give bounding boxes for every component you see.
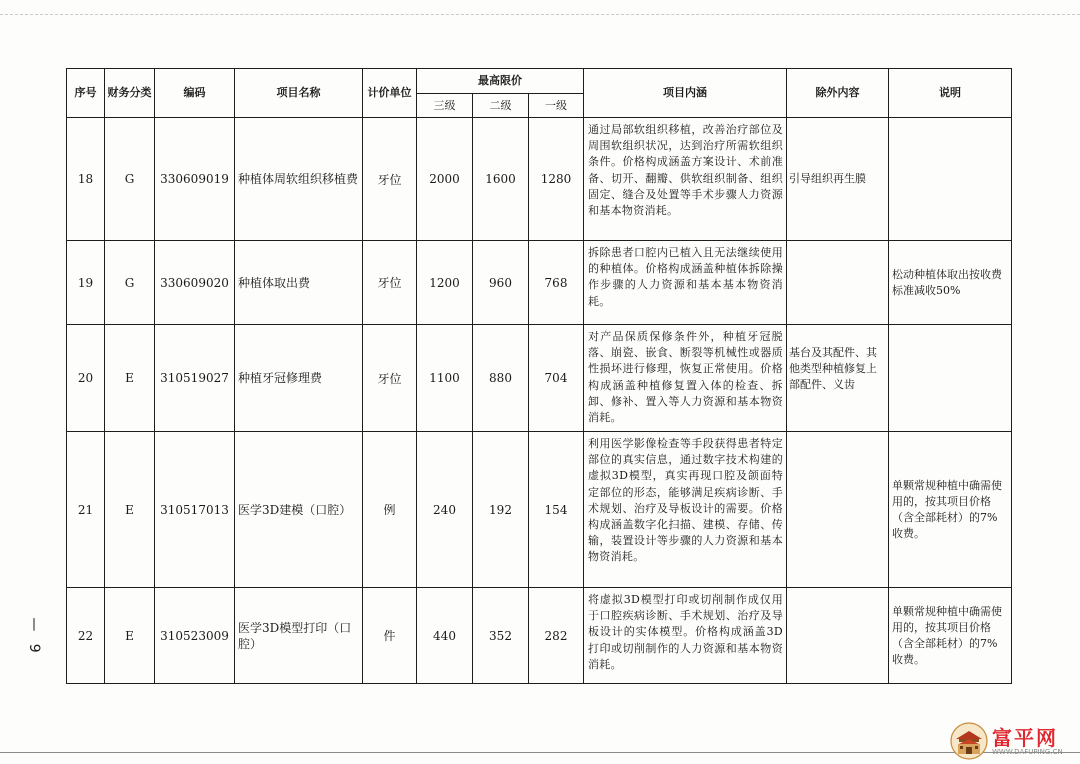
cell-exclusions: [787, 432, 889, 588]
header-category: 财务分类: [105, 69, 155, 118]
cell-notes: 单颗常规种植中确需使用的，按其项目价格（含全部耗材）的7%收费。: [889, 588, 1012, 684]
header-row: [67, 69, 1012, 94]
header-exclusions: 除外内容: [787, 69, 889, 118]
header-notes: 说明: [889, 69, 1012, 118]
header-level3: 三级: [417, 94, 473, 118]
watermark-name: 富平网: [992, 726, 1058, 750]
scan-bottom-edge: [0, 752, 1080, 753]
header-level1: 一级: [529, 94, 584, 118]
cell-seq: 19: [67, 241, 105, 325]
cell-unit: 牙位: [363, 241, 417, 325]
cell-exclusions: [787, 241, 889, 325]
cell-category: G: [105, 118, 155, 241]
cell-level1: 768: [529, 241, 584, 325]
table-row: [67, 588, 1012, 684]
cell-unit: 牙位: [363, 325, 417, 432]
cell-level2: 960: [473, 241, 529, 325]
table-row: [67, 432, 1012, 588]
cell-code: 310519027: [155, 325, 235, 432]
cell-code: 310523009: [155, 588, 235, 684]
watermark: [950, 722, 1078, 762]
header-code: 编码: [155, 69, 235, 118]
cell-level3: 2000: [417, 118, 473, 241]
cell-exclusions: 引导组织再生膜: [787, 118, 889, 241]
cell-unit: 件: [363, 588, 417, 684]
cell-content: 对产品保质保修条件外，种植牙冠脱落、崩瓷、嵌食、断裂等机械性或器质性损坏进行修理，恢复正常使用。价格构成涵盖种植修复置入体的检查、拆卸、修补、置入等人力资源和基本物资消耗。: [584, 325, 787, 432]
cell-level2: 352: [473, 588, 529, 684]
cell-category: G: [105, 241, 155, 325]
cell-notes: 松动种植体取出按收费标准减收50%: [889, 241, 1012, 325]
cell-item-name: 医学3D建模（口腔）: [235, 432, 363, 588]
header-max-price: 最高限价: [417, 69, 584, 94]
cell-content: 将虚拟3D模型打印或切削制作成仅用于口腔疾病诊断、手术规划、治疗及导板设计的实体模型。价格构成涵盖3D打印或切削制作的人力资源和基本物资消耗。: [584, 588, 787, 684]
cell-level2: 1600: [473, 118, 529, 241]
cell-item-name: 种植体取出费: [235, 241, 363, 325]
cell-seq: 21: [67, 432, 105, 588]
header-item-name: 项目名称: [235, 69, 363, 118]
watermark-url: WWW.DAFUPING.CN: [992, 748, 1063, 756]
cell-seq: 22: [67, 588, 105, 684]
cell-category: E: [105, 588, 155, 684]
cell-notes: [889, 118, 1012, 241]
header-content: 项目内涵: [584, 69, 787, 118]
cell-notes: [889, 325, 1012, 432]
cell-category: E: [105, 432, 155, 588]
header-level2: 二级: [473, 94, 529, 118]
page-number: — 9: [26, 617, 42, 657]
cell-item-name: 医学3D模型打印（口腔）: [235, 588, 363, 684]
cell-level2: 192: [473, 432, 529, 588]
cell-code: 330609020: [155, 241, 235, 325]
table-row: [67, 325, 1012, 432]
cell-category: E: [105, 325, 155, 432]
cell-level1: 282: [529, 588, 584, 684]
table-row: [67, 118, 1012, 241]
cell-level1: 154: [529, 432, 584, 588]
cell-exclusions: [787, 588, 889, 684]
cell-level2: 880: [473, 325, 529, 432]
cell-code: 310517013: [155, 432, 235, 588]
cell-item-name: 种植体周软组织移植费: [235, 118, 363, 241]
fee-table: [66, 68, 1012, 684]
cell-content: 拆除患者口腔内已植入且无法继续使用的种植体。价格构成涵盖种植体拆除操作步骤的人力资源和基本基本物资消耗。: [584, 241, 787, 325]
cell-level3: 240: [417, 432, 473, 588]
header-seq: 序号: [67, 69, 105, 118]
cell-item-name: 种植牙冠修理费: [235, 325, 363, 432]
cell-seq: 20: [67, 325, 105, 432]
cell-code: 330609019: [155, 118, 235, 241]
cell-unit: 例: [363, 432, 417, 588]
cell-level3: 1100: [417, 325, 473, 432]
cell-level1: 1280: [529, 118, 584, 241]
table-row: [67, 241, 1012, 325]
cell-exclusions: 基台及其配件、其他类型种植修复上部配件、义齿: [787, 325, 889, 432]
cell-level3: 440: [417, 588, 473, 684]
cell-level1: 704: [529, 325, 584, 432]
cell-level3: 1200: [417, 241, 473, 325]
cell-unit: 牙位: [363, 118, 417, 241]
city-gate-icon: [950, 722, 988, 760]
cell-notes: 单颗常规种植中确需使用的，按其项目价格（含全部耗材）的7%收费。: [889, 432, 1012, 588]
scan-top-edge: [0, 14, 1080, 15]
cell-seq: 18: [67, 118, 105, 241]
cell-content: 通过局部软组织移植，改善治疗部位及周围软组织状况，达到治疗所需软组织条件。价格构成涵盖方案设计、术前准备、切开、翻瓣、供软组织制备、组织固定、缝合及处置等手术步骤人力资源和基本物资消耗。: [584, 118, 787, 241]
cell-content: 利用医学影像检查等手段获得患者特定部位的真实信息，通过数字技术构建的虚拟3D模型，真实再现口腔及颌面特定部位的形态，能够满足疾病诊断、手术规划、治疗及导板设计的需要。价格构成涵盖数字化扫描、建模、存储、传输，装置设计等步骤的人力资源和基本物资消耗。: [584, 432, 787, 588]
header-unit: 计价单位: [363, 69, 417, 118]
